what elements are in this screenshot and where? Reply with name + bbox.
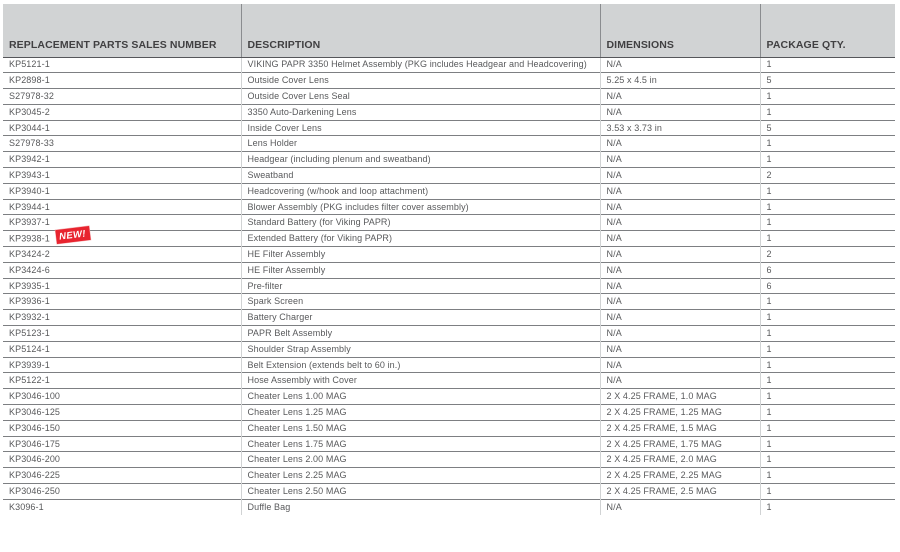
cell-text: N/A [606, 375, 622, 386]
new-badge: NEW! [55, 226, 90, 244]
cell-text: N/A [606, 233, 622, 244]
table-row [3, 484, 895, 500]
cell-text: KP3046-225 [9, 470, 61, 481]
cell-description [241, 373, 600, 389]
cell-description [241, 389, 600, 405]
cell-text: 1 [766, 438, 772, 449]
cell-sales-number [3, 389, 241, 405]
table-row [3, 468, 895, 484]
cell-text: KP3932-1 [9, 312, 50, 323]
cell-text: 1 [766, 185, 772, 196]
cell-qty [760, 278, 895, 294]
cell-sales-number [3, 468, 241, 484]
cell-text: 2 X 4.25 FRAME, 2.0 MAG [606, 454, 717, 465]
replacement-parts-table [3, 4, 895, 515]
table-row [3, 341, 895, 357]
cell-text: Hose Assembly with Cover [247, 375, 357, 386]
cell-dimensions [600, 389, 760, 405]
cell-text: KP3943-1 [9, 169, 50, 180]
cell-description [241, 468, 600, 484]
cell-qty [760, 120, 895, 136]
cell-text: 6 [766, 280, 772, 291]
table-row [3, 152, 895, 168]
cell-text: N/A [606, 154, 622, 165]
cell-qty [760, 183, 895, 199]
cell-text: 1 [766, 470, 772, 481]
cell-dimensions [600, 278, 760, 294]
table-row [3, 420, 895, 436]
cell-text: VIKING PAPR 3350 Helmet Assembly (PKG includes Headgear and Headcovering) [247, 59, 587, 70]
cell-dimensions [600, 231, 760, 247]
cell-qty [760, 89, 895, 105]
cell-sales-number [3, 199, 241, 215]
column-header-description: DESCRIPTION [241, 4, 600, 57]
cell-text: Cheater Lens 1.00 MAG [247, 391, 347, 402]
table-row [3, 294, 895, 310]
cell-text: KP3424-6 [9, 264, 50, 275]
cell-text: Belt Extension (extends belt to 60 in.) [247, 359, 401, 370]
cell-qty [760, 420, 895, 436]
cell-qty [760, 326, 895, 342]
cell-description [241, 341, 600, 357]
cell-sales-number [3, 227, 241, 247]
cell-text: N/A [606, 343, 622, 354]
cell-text: Headgear (including plenum and sweatband) [247, 154, 431, 165]
cell-text: 1 [766, 422, 772, 433]
cell-sales-number [3, 310, 241, 326]
cell-text: 2 X 4.25 FRAME, 1.75 MAG [606, 438, 722, 449]
cell-dimensions [600, 499, 760, 515]
cell-dimensions [600, 341, 760, 357]
cell-dimensions [600, 373, 760, 389]
table-row [3, 57, 895, 73]
cell-text: N/A [606, 312, 622, 323]
cell-text: KP5121-1 [9, 59, 50, 70]
cell-description [241, 215, 600, 231]
cell-text: Outside Cover Lens [247, 75, 329, 86]
cell-dimensions [600, 357, 760, 373]
cell-text: KP3936-1 [9, 296, 50, 307]
cell-text: 2 X 4.25 FRAME, 1.25 MAG [606, 406, 722, 417]
cell-description [241, 262, 600, 278]
cell-text: Cheater Lens 1.75 MAG [247, 438, 347, 449]
cell-text: N/A [606, 106, 622, 117]
cell-text: KP5123-1 [9, 327, 50, 338]
cell-text: HE Filter Assembly [247, 264, 326, 275]
cell-qty [760, 104, 895, 120]
cell-sales-number [3, 420, 241, 436]
cell-description [241, 231, 600, 247]
table-row [3, 89, 895, 105]
cell-qty [760, 152, 895, 168]
cell-qty [760, 199, 895, 215]
cell-text: 6 [766, 264, 772, 275]
cell-text: KP3046-175 [9, 438, 61, 449]
cell-qty [760, 310, 895, 326]
cell-text: KP3046-100 [9, 391, 61, 402]
cell-text: Lens Holder [247, 138, 298, 149]
cell-text: N/A [606, 138, 622, 149]
cell-text: KP2898-1 [9, 75, 50, 86]
cell-description [241, 89, 600, 105]
cell-qty [760, 231, 895, 247]
table-row [3, 278, 895, 294]
cell-dimensions [600, 484, 760, 500]
cell-description [241, 499, 600, 515]
cell-description [241, 452, 600, 468]
cell-text: KP3044-1 [9, 122, 50, 133]
table-row [3, 357, 895, 373]
cell-description [241, 326, 600, 342]
cell-qty [760, 262, 895, 278]
table-row [3, 499, 895, 515]
cell-dimensions [600, 215, 760, 231]
table-row [3, 136, 895, 152]
cell-dimensions [600, 294, 760, 310]
cell-text: KP5122-1 [9, 375, 50, 386]
cell-text: Cheater Lens 2.25 MAG [247, 470, 347, 481]
cell-text: N/A [606, 327, 622, 338]
cell-text: 1 [766, 391, 772, 402]
cell-text: N/A [606, 90, 622, 101]
cell-text: Standard Battery (for Viking PAPR) [247, 217, 391, 228]
column-header-package-qty: PACKAGE QTY. [760, 4, 895, 57]
cell-dimensions [600, 247, 760, 263]
cell-sales-number [3, 405, 241, 421]
cell-dimensions [600, 104, 760, 120]
table-row [3, 262, 895, 278]
cell-text: N/A [606, 296, 622, 307]
cell-description [241, 310, 600, 326]
cell-text: 1 [766, 312, 772, 323]
cell-text: 2 X 4.25 FRAME, 1.5 MAG [606, 422, 717, 433]
cell-text: N/A [606, 501, 622, 512]
cell-text: 1 [766, 217, 772, 228]
table-row [3, 452, 895, 468]
column-header-sales-number: REPLACEMENT PARTS SALES NUMBER [3, 4, 241, 57]
cell-text: Spark Screen [247, 296, 304, 307]
table-row [3, 405, 895, 421]
cell-sales-number [3, 326, 241, 342]
table-row [3, 168, 895, 184]
cell-description [241, 294, 600, 310]
cell-text: 1 [766, 375, 772, 386]
cell-qty [760, 452, 895, 468]
cell-description [241, 357, 600, 373]
cell-sales-number [3, 104, 241, 120]
cell-description [241, 57, 600, 73]
cell-dimensions [600, 120, 760, 136]
cell-description [241, 405, 600, 421]
cell-text: Headcovering (w/hook and loop attachment) [247, 185, 429, 196]
table-row [3, 436, 895, 452]
cell-text: 5 [766, 75, 772, 86]
cell-sales-number [3, 136, 241, 152]
cell-text: KP3046-200 [9, 454, 61, 465]
cell-qty [760, 436, 895, 452]
cell-text: 1 [766, 501, 772, 512]
cell-description [241, 278, 600, 294]
cell-text: K3096-1 [9, 501, 44, 512]
cell-sales-number [3, 215, 241, 231]
cell-text: 1 [766, 106, 772, 117]
cell-description [241, 136, 600, 152]
cell-text: Sweatband [247, 169, 294, 180]
cell-text: N/A [606, 359, 622, 370]
cell-text: Outside Cover Lens Seal [247, 90, 350, 101]
cell-dimensions [600, 136, 760, 152]
cell-sales-number [3, 247, 241, 263]
cell-sales-number [3, 152, 241, 168]
cell-text: KP3935-1 [9, 280, 50, 291]
cell-text: PAPR Belt Assembly [247, 327, 333, 338]
table-row [3, 199, 895, 215]
cell-sales-number [3, 294, 241, 310]
cell-dimensions [600, 73, 760, 89]
cell-text: 5.25 x 4.5 in [606, 75, 657, 86]
table-row [3, 389, 895, 405]
cell-text: KP3938-1 [9, 233, 50, 244]
cell-dimensions [600, 183, 760, 199]
cell-text: KP3937-1 [9, 217, 50, 228]
cell-qty [760, 405, 895, 421]
cell-text: Battery Charger [247, 312, 313, 323]
cell-text: 2 [766, 169, 772, 180]
cell-qty [760, 373, 895, 389]
cell-dimensions [600, 310, 760, 326]
cell-text: KP3424-2 [9, 248, 50, 259]
cell-text: KP3939-1 [9, 359, 50, 370]
cell-sales-number [3, 341, 241, 357]
cell-text: 1 [766, 138, 772, 149]
cell-text: 1 [766, 233, 772, 244]
cell-dimensions [600, 468, 760, 484]
cell-description [241, 152, 600, 168]
cell-dimensions [600, 168, 760, 184]
column-header-dimensions: DIMENSIONS [600, 4, 760, 57]
cell-text: 1 [766, 359, 772, 370]
cell-qty [760, 468, 895, 484]
cell-sales-number [3, 120, 241, 136]
cell-sales-number [3, 452, 241, 468]
cell-text: Duffle Bag [247, 501, 291, 512]
cell-dimensions [600, 452, 760, 468]
cell-text: S27978-32 [9, 90, 54, 101]
cell-dimensions [600, 436, 760, 452]
cell-description [241, 420, 600, 436]
cell-qty [760, 215, 895, 231]
cell-text: KP3944-1 [9, 201, 50, 212]
cell-text: N/A [606, 264, 622, 275]
cell-qty [760, 247, 895, 263]
cell-sales-number [3, 278, 241, 294]
cell-qty [760, 484, 895, 500]
cell-text: N/A [606, 248, 622, 259]
cell-dimensions [600, 262, 760, 278]
cell-dimensions [600, 89, 760, 105]
table-row [3, 247, 895, 263]
cell-description [241, 104, 600, 120]
cell-description [241, 436, 600, 452]
cell-text: 2 X 4.25 FRAME, 1.0 MAG [606, 391, 717, 402]
cell-text: Inside Cover Lens [247, 122, 322, 133]
cell-qty [760, 341, 895, 357]
table-row [3, 231, 895, 247]
cell-sales-number [3, 499, 241, 515]
cell-text: 2 X 4.25 FRAME, 2.25 MAG [606, 470, 722, 481]
cell-sales-number [3, 484, 241, 500]
cell-text: 3350 Auto-Darkening Lens [247, 106, 357, 117]
cell-description [241, 73, 600, 89]
cell-text: 2 [766, 248, 772, 259]
cell-text: 5 [766, 122, 772, 133]
cell-text: 3.53 x 3.73 in [606, 122, 662, 133]
cell-sales-number [3, 183, 241, 199]
cell-text: N/A [606, 280, 622, 291]
cell-qty [760, 136, 895, 152]
cell-qty [760, 73, 895, 89]
table-row [3, 73, 895, 89]
cell-text: 1 [766, 485, 772, 496]
cell-description [241, 120, 600, 136]
table-row [3, 373, 895, 389]
cell-description [241, 247, 600, 263]
cell-text: Cheater Lens 2.00 MAG [247, 454, 347, 465]
table-row [3, 104, 895, 120]
cell-dimensions [600, 326, 760, 342]
cell-dimensions [600, 152, 760, 168]
parts-table-body [3, 57, 895, 515]
cell-sales-number [3, 373, 241, 389]
cell-text: N/A [606, 169, 622, 180]
cell-text: N/A [606, 217, 622, 228]
cell-text: KP3942-1 [9, 154, 50, 165]
cell-text: Blower Assembly (PKG includes filter cover assembly) [247, 201, 469, 212]
cell-description [241, 183, 600, 199]
cell-text: 1 [766, 154, 772, 165]
cell-text: 1 [766, 201, 772, 212]
cell-text: 1 [766, 343, 772, 354]
cell-qty [760, 294, 895, 310]
cell-text: N/A [606, 59, 622, 70]
cell-text: Shoulder Strap Assembly [247, 343, 351, 354]
cell-description [241, 484, 600, 500]
cell-dimensions [600, 405, 760, 421]
cell-sales-number [3, 73, 241, 89]
cell-text: KP3940-1 [9, 185, 50, 196]
cell-text: KP3045-2 [9, 106, 50, 117]
cell-dimensions [600, 199, 760, 215]
cell-qty [760, 389, 895, 405]
cell-sales-number [3, 357, 241, 373]
table-row [3, 326, 895, 342]
cell-dimensions [600, 57, 760, 73]
cell-text: 1 [766, 296, 772, 307]
cell-text: Cheater Lens 2.50 MAG [247, 485, 347, 496]
cell-text: N/A [606, 201, 622, 212]
cell-description [241, 168, 600, 184]
cell-sales-number [3, 89, 241, 105]
cell-text: 1 [766, 90, 772, 101]
cell-qty [760, 168, 895, 184]
cell-text: S27978-33 [9, 138, 54, 149]
table-header-row [3, 4, 895, 57]
cell-qty [760, 57, 895, 73]
cell-sales-number [3, 168, 241, 184]
cell-text: Pre-filter [247, 280, 283, 291]
cell-text: HE Filter Assembly [247, 248, 326, 259]
table-row [3, 310, 895, 326]
cell-text: KP3046-250 [9, 485, 61, 496]
cell-dimensions [600, 420, 760, 436]
table-row [3, 120, 895, 136]
cell-text: 1 [766, 454, 772, 465]
cell-text: KP3046-125 [9, 406, 61, 417]
cell-text: KP3046-150 [9, 422, 61, 433]
cell-text: KP5124-1 [9, 343, 50, 354]
cell-text: 2 X 4.25 FRAME, 2.5 MAG [606, 485, 717, 496]
cell-description [241, 199, 600, 215]
cell-text: Cheater Lens 1.25 MAG [247, 406, 347, 417]
cell-text: 1 [766, 327, 772, 338]
cell-sales-number [3, 436, 241, 452]
cell-qty [760, 499, 895, 515]
cell-text: 1 [766, 406, 772, 417]
cell-sales-number [3, 57, 241, 73]
cell-text: Extended Battery (for Viking PAPR) [247, 233, 393, 244]
cell-text: Cheater Lens 1.50 MAG [247, 422, 347, 433]
cell-sales-number [3, 262, 241, 278]
cell-text: 1 [766, 59, 772, 70]
cell-text: N/A [606, 185, 622, 196]
table-row [3, 183, 895, 199]
table-row [3, 215, 895, 231]
cell-qty [760, 357, 895, 373]
